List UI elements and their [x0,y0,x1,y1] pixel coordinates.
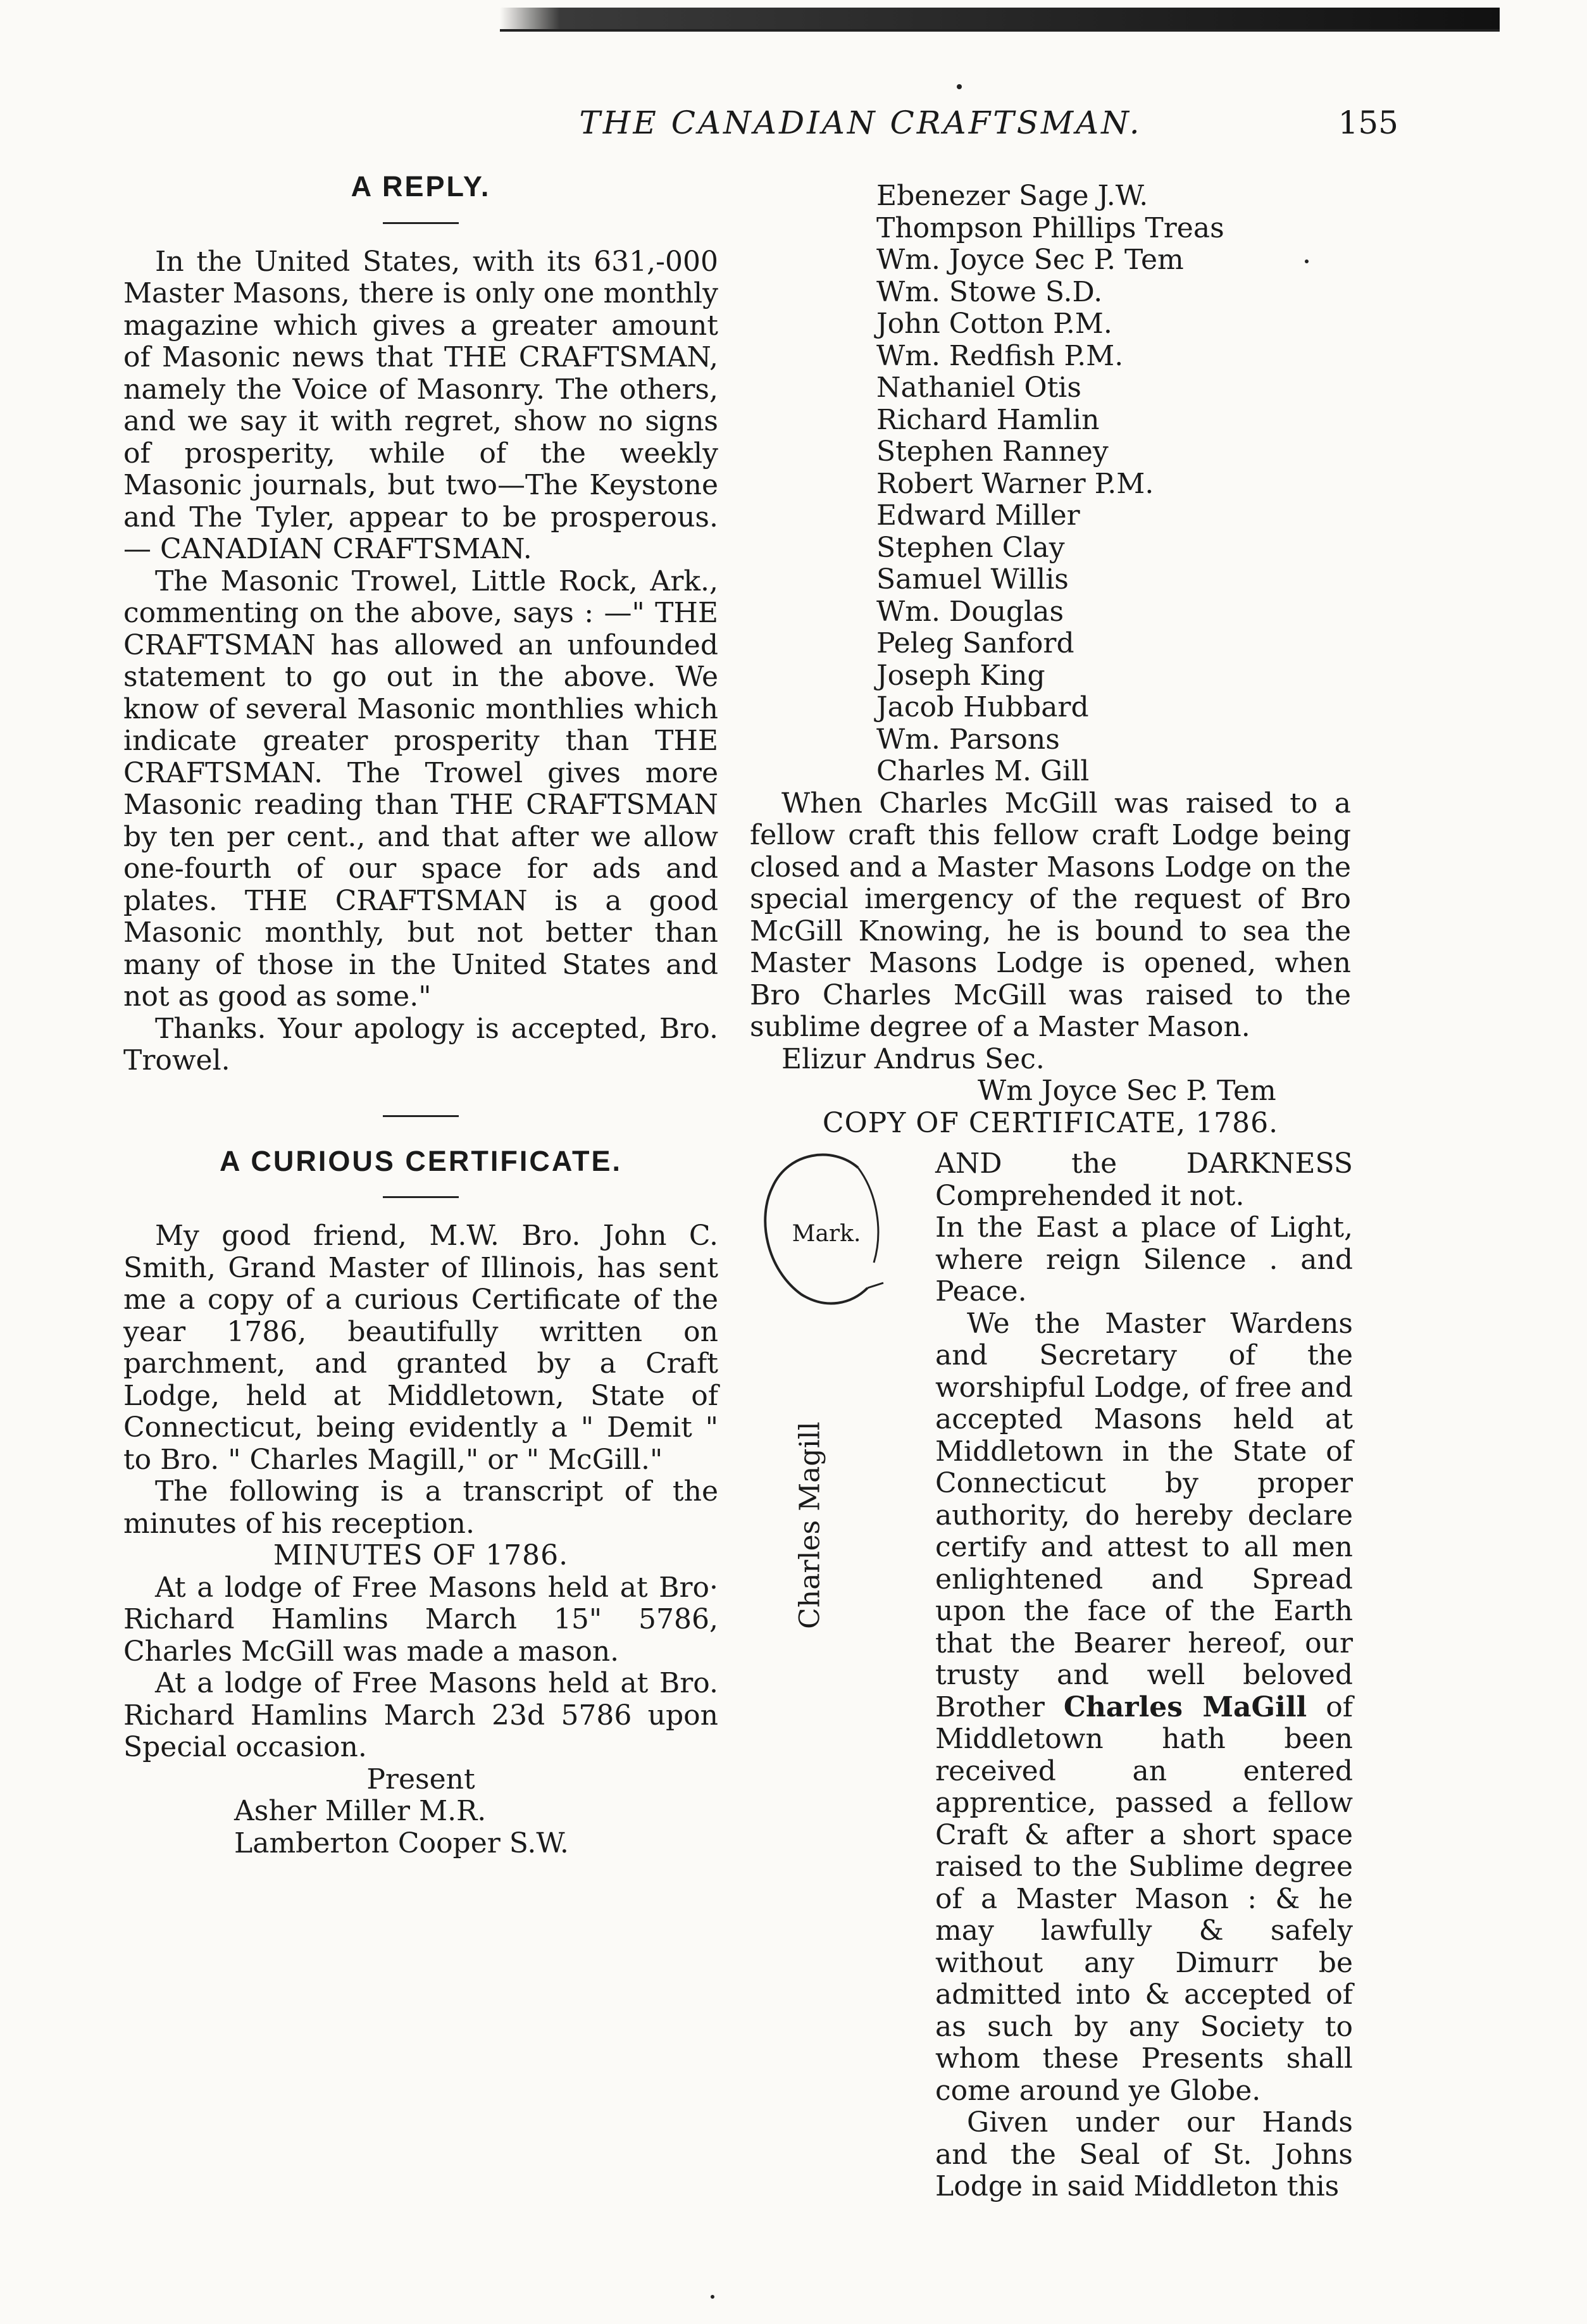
member-name: Jacob Hubbard [876,691,1089,723]
certificate-line-east: In the East a place of Light, where reign Silence . and Peace. [935,1211,1353,1308]
member-name: Charles M. Gill [876,755,1090,787]
present-name: Lamberton Cooper S.W. [234,1827,569,1859]
separator-rule [383,1115,459,1117]
print-speck [1305,259,1309,263]
lodge-member-list [876,180,1351,788]
certificate-paragraph-2: The following is a transcript of the minutes of his reception. [123,1475,718,1540]
certificate-line-darkness: AND the DARKNESS Comprehended it not. [935,1147,1353,1212]
member-name: Samuel Willis [876,563,1069,596]
running-title: THE CANADIAN CRAFTSMAN. [579,104,1142,141]
certificate-heading: A CURIOUS CERTIFICATE. [220,1144,622,1177]
member-name: Wm. Redfish P.M. [876,339,1124,372]
page-number: 155 [1338,104,1398,141]
top-printer-rule [500,8,1500,32]
member-name: John Cotton P.M. [876,308,1112,340]
present-name: Asher Miller M.R. [234,1795,487,1827]
member-name: Stephen Ranney [876,435,1109,468]
pro-tem-line: Wm Joyce Sec P. Tem [978,1075,1276,1107]
separator-rule [383,1196,459,1198]
right-column [750,180,1351,1139]
certificate-paragraph-1: My good friend, M.W. Bro. John C. Smith, Grand Master of Illinois, has sent me a copy of a curious Certificate of the year 1786, beautifully written on parchment, and granted by a Craft Lodge, held at Middletown, State of Connecticut, being evidently a " Demit " to Bro. " Charles Magill," or " McGill." [123,1220,718,1476]
minutes-entry-2: At a lodge of Free Masons held at Bro. Richard Hamlins March 23d 5786 upon Special occasion. [123,1667,718,1763]
member-name: Wm. Douglas [876,595,1064,628]
top-rule-line [500,29,1500,32]
member-name: Edward Miller [876,499,1080,532]
member-name: Peleg Sanford [876,627,1074,659]
print-speck [957,84,962,89]
raised-paragraph: When Charles McGill was raised to a fellow craft this fellow craft Lodge being closed and a Master Masons Lodge on the special imergency of the request of Bro McGill Knowing, he is bound to sea the Master Masons Lodge is opened, when Bro Charles McGill was raised to the sublime degree of a Master Mason. [750,787,1351,1043]
member-name: Stephen Clay [876,531,1065,564]
member-name: Robert Warner P.M. [876,467,1154,500]
reply-heading: A REPLY. [351,170,491,203]
certificate-body [935,1148,1353,2203]
member-name: Nathaniel Otis [876,372,1081,404]
certificate-declaration [935,1308,1353,2108]
present-names [234,1796,718,1859]
left-column [123,171,718,1859]
member-name: Ebenezer Sage J.W. [876,180,1148,212]
signature-text: Charles Magill [794,1421,826,1629]
separator-rule [383,222,459,224]
member-name: Wm. Stowe S.D. [876,275,1103,308]
secretary-line: Elizur Andrus Sec. [781,1042,1045,1075]
present-label: Present [366,1763,475,1796]
minutes-entry-1: At a lodge of Free Masons held at Bro· Richard Hamlins March 15" 5786, Charles McGill was made a mason. [123,1571,718,1668]
declaration-text: We the Master Wardens and Secretary of the worshipful Lodge, of free and accepted Masons held at Middletown in the State of Connecticut by proper authority, do hereby declare certify and attest to all men enlightened and Spread upon the face of the Earth that the Bearer hereof, our trusty and well beloved Brother [935,1307,1353,1723]
certificate-name: Charles MaGill [1063,1690,1307,1723]
print-speck [711,2295,714,2299]
member-name: Richard Hamlin [876,403,1100,436]
member-name: Thompson Phillips Treas [876,211,1224,244]
copy-heading: COPY OF CERTIFICATE, 1786. [822,1106,1279,1139]
certificate-given-line: Given under our Hands and the Seal of St. Johns Lodge in said Middleton this [935,2106,1353,2202]
minutes-heading: MINUTES OF 1786. [273,1539,569,1571]
reply-paragraph-1: In the United States, with its 631,-000 Master Masons, there is only one monthly magazine which gives a greater amount of Masonic news that THE CRAFTSMAN, namely the Voice of Masonry. The others, and we say it with regret, show no signs of prosperity, while of the weekly Masonic journals, but two—The Keystone and The Tyler, appear to be prosperous. — CANADIAN CRAFTSMAN. [123,245,718,565]
declaration-text-cont: of Middletown hath been received an entered apprentice, passed a fellow Craft & after a short space raised to the Sublime degree of a Master Mason : & he may lawfully & safely without any Dimurr be admitted into & accepted of as such by any Society to whom these Presents shall come around ye Globe. [935,1690,1353,2107]
signature-block [772,1386,848,1665]
seal-mark [757,1142,896,1326]
reply-paragraph-3: Thanks. Your apology is accepted, Bro. Trowel. [123,1012,718,1077]
member-name: Joseph King [876,659,1045,692]
reply-paragraph-2: The Masonic Trowel, Little Rock, Ark., commenting on the above, says : —" THE CRAFTSMAN has allowed an unfounded statement to go out in the above. We know of several Masonic monthlies which indicate greater prosperity than THE CRAFTSMAN. The Trowel gives more Masonic reading than THE CRAFTSMAN by ten per cent., and that after we allow one-fourth of our space for ads and plates. THE CRAFTSMAN is a good Masonic monthly, but not better than many of those in the United States and not as good as some." [123,565,718,1013]
member-name: Wm. Joyce Sec P. Tem [876,244,1184,276]
seal-label: Mark. [792,1221,861,1247]
member-name: Wm. Parsons [876,723,1060,756]
